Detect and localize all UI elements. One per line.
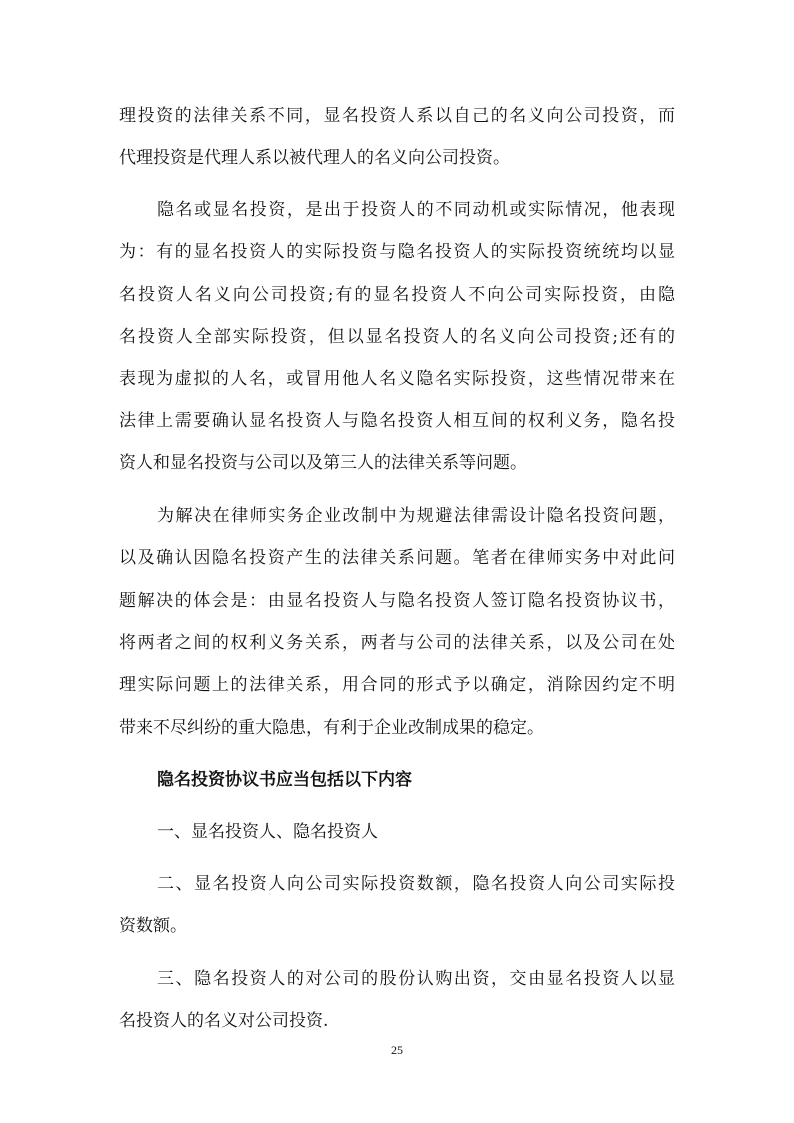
list-item: 二、显名投资人向公司实际投资数额，隐名投资人向公司实际投: [157, 874, 675, 894]
text-line: 以及确认因隐名投资产生的法律关系问题。笔者在律师实务中对此问: [119, 548, 675, 568]
list-item: 三、隐名投资人的对公司的股份认购出资，交由显名投资人以显: [157, 969, 675, 989]
text-line: 名投资人名义向公司投资;有的显名投资人不向公司实际投资，由隐: [119, 285, 675, 305]
text-line: 隐名或显名投资，是出于投资人的不同动机或实际情况，他表现: [157, 200, 675, 220]
text-line: 为解决在律师实务企业改制中为规避法律需设计隐名投资问题，: [157, 506, 675, 526]
text-line: 表现为虚拟的人名，或冒用他人名义隐名实际投资，这些情况带来在: [119, 369, 675, 389]
text-line: 理实际问题上的法律关系，用合同的形式予以确定，消除因约定不明: [119, 675, 675, 695]
list-item-continuation: 名投资人的名义对公司投资.: [119, 1011, 329, 1031]
page-number: 25: [391, 1043, 403, 1057]
text-line: 资人和显名投资与公司以及第三人的法律关系等问题。: [119, 453, 527, 473]
text-line: 带来不尽纠纷的重大隐患，有利于企业改制成果的稳定。: [119, 718, 544, 738]
text-line: 为：有的显名投资人的实际投资与隐名投资人的实际投资统统均以显: [119, 242, 675, 262]
text-line: 将两者之间的权利义务关系，两者与公司的法律关系，以及公司在处: [119, 633, 675, 653]
section-heading: 隐名投资协议书应当包括以下内容: [157, 770, 412, 790]
text-line: 法律上需要确认显名投资人与隐名投资人相互间的权利义务，隐名投: [119, 411, 675, 431]
text-line: 代理投资是代理人系以被代理人的名义向公司投资。: [119, 148, 510, 168]
text-line: 名投资人全部实际投资，但以显名投资人的名义向公司投资;还有的: [119, 327, 675, 347]
text-line: 理投资的法律关系不同，显名投资人系以自己的名义向公司投资，而: [119, 106, 675, 126]
text-line: 题解决的体会是：由显名投资人与隐名投资人签订隐名投资协议书，: [119, 591, 675, 611]
list-item-continuation: 资数额。: [119, 916, 187, 936]
list-item: 一、显名投资人、隐名投资人: [157, 822, 378, 842]
